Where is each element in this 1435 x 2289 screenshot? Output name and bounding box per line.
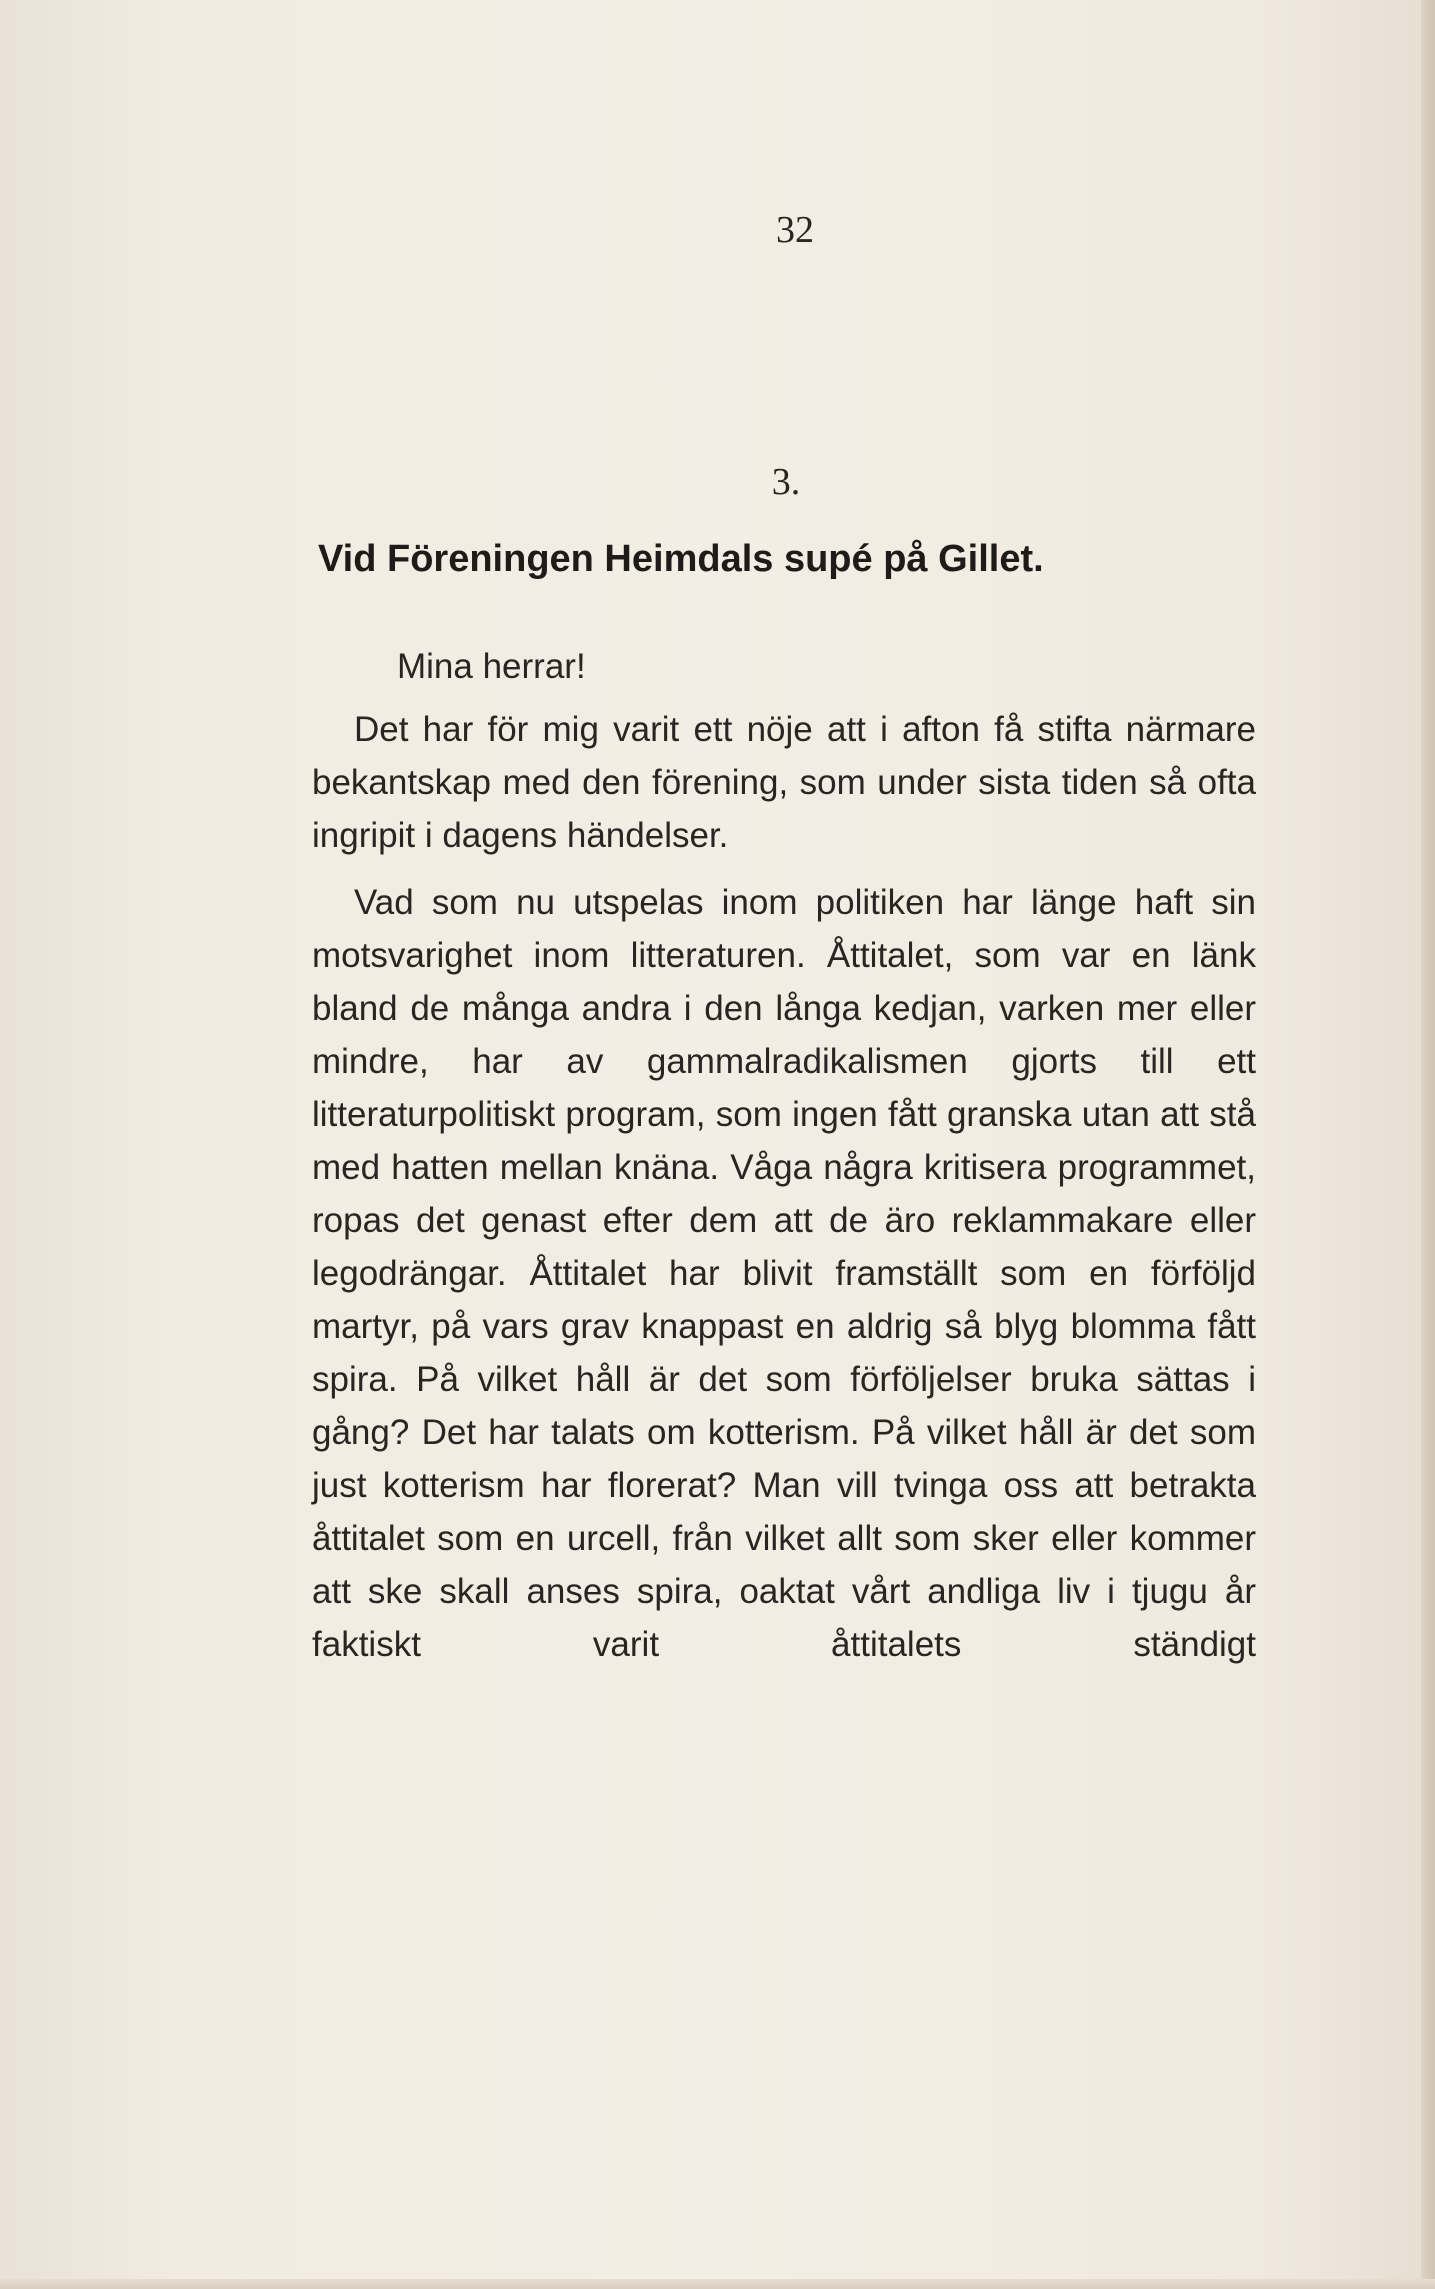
section-number: 3. bbox=[771, 461, 801, 503]
salutation: Mina herrar! bbox=[397, 647, 586, 686]
body-text bbox=[312, 640, 1256, 1685]
paragraph-2: Vad som nu utspelas inom politiken har länge haft sin motsvarighet inom litteraturen. Åttitalet, som var en länk bland de många andra i den långa kedjan, varken mer eller mindre, har av gammalradikalismen gjorts till ett litteraturpolitiskt program, som ingen fått granska utan att stå med hatten mellan knäna. Våga några kritisera programmet, ropas det genast efter dem att de äro reklammakare eller legodrängar. Åttitalet har blivit framställt som en förföljd martyr, på vars grav knappast en aldrig så blyg blomma fått spira. På vilket håll är det som förföljelser bruka sättas i gång? Det har talats om kotterism. På vilket håll är det som just kotterism har florerat? Man vill tvinga oss att betrakta åttitalet som en urcell, från vilket allt som sker eller kommer att ske skall anses spira, oaktat vårt andliga liv i tjugu år faktiskt varit åttitalets ständigt bbox=[312, 883, 1256, 1664]
page-title: Vid Föreningen Heimdals supé på Gillet. bbox=[318, 538, 1044, 580]
page-edge-right bbox=[1421, 0, 1435, 2289]
page-edge-bottom bbox=[0, 2279, 1435, 2289]
page-number: 32 bbox=[776, 209, 814, 251]
paragraph-1: Det har för mig varit ett nöje att i afton få stifta närmare bekantskap med den förening, som under sista tiden så ofta ingripit i dagens händelser. bbox=[312, 710, 1256, 855]
